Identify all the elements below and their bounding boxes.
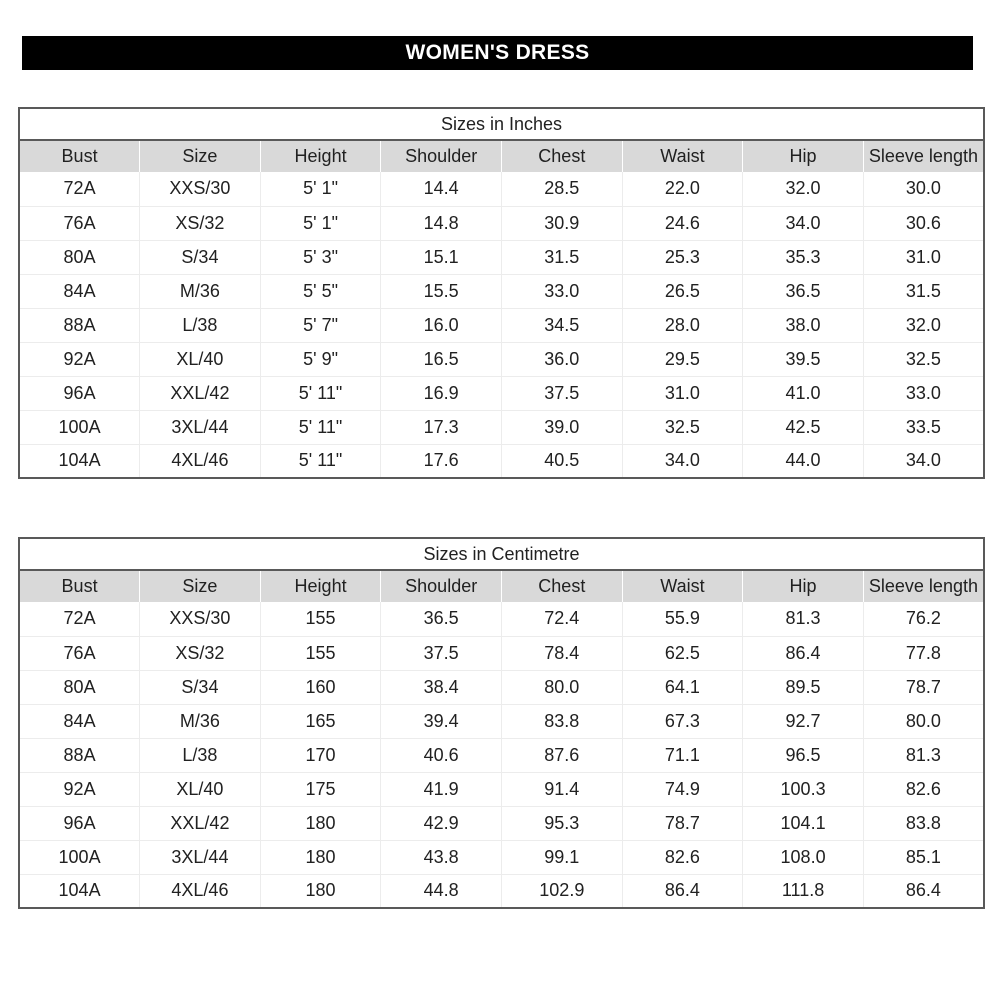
table-cell: 88A (19, 308, 140, 342)
table-cell: S/34 (140, 670, 261, 704)
table-cell: 42.9 (381, 806, 502, 840)
table-cell: 34.0 (622, 444, 743, 478)
table-cell: 39.0 (502, 410, 623, 444)
table-cell: 41.9 (381, 772, 502, 806)
table-cell: 72A (19, 602, 140, 636)
table-cell: 16.9 (381, 376, 502, 410)
table-cell: 37.5 (502, 376, 623, 410)
table-cell: 95.3 (502, 806, 623, 840)
table-cell: 43.8 (381, 840, 502, 874)
table-cell: 32.0 (863, 308, 984, 342)
inches-size-table (18, 107, 985, 479)
table-cell: 36.5 (743, 274, 864, 308)
table-cell: 30.9 (502, 206, 623, 240)
table-cell: 30.0 (863, 172, 984, 206)
table-cell: 86.4 (622, 874, 743, 908)
table-cell: 100A (19, 840, 140, 874)
table-cell: 91.4 (502, 772, 623, 806)
table-cell: XS/32 (140, 636, 261, 670)
title-banner (22, 36, 973, 70)
column-header: Waist (622, 140, 743, 172)
table-cell: 5' 1" (260, 172, 381, 206)
table-cell: 74.9 (622, 772, 743, 806)
table-cell: XS/32 (140, 206, 261, 240)
table-cell: 3XL/44 (140, 840, 261, 874)
table-cell: XXS/30 (140, 172, 261, 206)
table-row (19, 308, 984, 342)
table-cell: 4XL/46 (140, 444, 261, 478)
table-cell: 175 (260, 772, 381, 806)
table-cell: 39.4 (381, 704, 502, 738)
table-cell: 180 (260, 840, 381, 874)
table-cell: 5' 7" (260, 308, 381, 342)
table-cell: 88A (19, 738, 140, 772)
table-cell: 30.6 (863, 206, 984, 240)
table-row (19, 444, 984, 478)
table-cell: 5' 11" (260, 376, 381, 410)
table-row (19, 806, 984, 840)
column-header: Size (140, 570, 261, 602)
table-row (19, 274, 984, 308)
table-cell: 96A (19, 376, 140, 410)
table-cell: 14.4 (381, 172, 502, 206)
column-header: Sleeve length (863, 140, 984, 172)
table-body (19, 602, 984, 908)
table-cell: 170 (260, 738, 381, 772)
table-cell: M/36 (140, 704, 261, 738)
table-cell: 28.0 (622, 308, 743, 342)
table-cell: 62.5 (622, 636, 743, 670)
table-cell: 80.0 (502, 670, 623, 704)
table-cell: 31.5 (502, 240, 623, 274)
table-cell: 77.8 (863, 636, 984, 670)
table-cell: 33.0 (502, 274, 623, 308)
table-cell: 38.4 (381, 670, 502, 704)
table-cell: 81.3 (743, 602, 864, 636)
table-row (19, 602, 984, 636)
table-cell: 96A (19, 806, 140, 840)
table-cell: 78.7 (622, 806, 743, 840)
table-cell: 104A (19, 444, 140, 478)
column-header: Sleeve length (863, 570, 984, 602)
column-header: Hip (743, 140, 864, 172)
table-row (19, 874, 984, 908)
table-cell: XXL/42 (140, 376, 261, 410)
table-cell: 160 (260, 670, 381, 704)
table-cell: 34.5 (502, 308, 623, 342)
table-cell: 3XL/44 (140, 410, 261, 444)
column-header: Bust (19, 570, 140, 602)
table-cell: 111.8 (743, 874, 864, 908)
column-header: Shoulder (381, 140, 502, 172)
table-title-row (19, 108, 984, 140)
table-cell: 5' 11" (260, 410, 381, 444)
table-row (19, 376, 984, 410)
table-cell: 14.8 (381, 206, 502, 240)
table-cell: 67.3 (622, 704, 743, 738)
centimetre-size-table (18, 537, 985, 909)
table-cell: 72A (19, 172, 140, 206)
table-cell: 83.8 (863, 806, 984, 840)
table-cell: 36.5 (381, 602, 502, 636)
table-cell: 82.6 (622, 840, 743, 874)
table-cell: 15.5 (381, 274, 502, 308)
table-cell: 165 (260, 704, 381, 738)
table-cell: 99.1 (502, 840, 623, 874)
table-cell: 5' 3" (260, 240, 381, 274)
table-cell: 22.0 (622, 172, 743, 206)
table-cell: 5' 9" (260, 342, 381, 376)
table-cell: 78.7 (863, 670, 984, 704)
table-cell: 37.5 (381, 636, 502, 670)
table-row (19, 704, 984, 738)
table-cell: M/36 (140, 274, 261, 308)
table-cell: 41.0 (743, 376, 864, 410)
table-cell: 78.4 (502, 636, 623, 670)
column-header: Waist (622, 570, 743, 602)
table-cell: 33.5 (863, 410, 984, 444)
column-header: Height (260, 570, 381, 602)
table-cell: 31.0 (622, 376, 743, 410)
table-cell: 39.5 (743, 342, 864, 376)
table-cell: 76A (19, 206, 140, 240)
table-cell: 36.0 (502, 342, 623, 376)
table-cell: 155 (260, 602, 381, 636)
table-cell: 34.0 (743, 206, 864, 240)
page-title: WOMEN'S DRESS (405, 41, 590, 64)
table-cell: S/34 (140, 240, 261, 274)
table-cell: 92A (19, 772, 140, 806)
table-title-row (19, 538, 984, 570)
table-cell: 24.6 (622, 206, 743, 240)
table-cell: 28.5 (502, 172, 623, 206)
table-cell: 33.0 (863, 376, 984, 410)
table-cell: 15.1 (381, 240, 502, 274)
column-header: Bust (19, 140, 140, 172)
table-cell: 35.3 (743, 240, 864, 274)
table-cell: 100A (19, 410, 140, 444)
table-cell: L/38 (140, 738, 261, 772)
table-cell: 104.1 (743, 806, 864, 840)
table-cell: 100.3 (743, 772, 864, 806)
table-cell: 32.5 (622, 410, 743, 444)
table-cell: 80A (19, 670, 140, 704)
table-cell: 92A (19, 342, 140, 376)
column-header: Height (260, 140, 381, 172)
table-cell: 42.5 (743, 410, 864, 444)
table-cell: L/38 (140, 308, 261, 342)
column-header: Size (140, 140, 261, 172)
table-cell: 72.4 (502, 602, 623, 636)
table-cell: 83.8 (502, 704, 623, 738)
table-row (19, 772, 984, 806)
table-cell: 16.0 (381, 308, 502, 342)
table-cell: 104A (19, 874, 140, 908)
table-cell: 55.9 (622, 602, 743, 636)
table-cell: 80.0 (863, 704, 984, 738)
table-cell: 26.5 (622, 274, 743, 308)
table-cell: 80A (19, 240, 140, 274)
column-header: Chest (502, 140, 623, 172)
table-cell: 32.0 (743, 172, 864, 206)
table-cell: 89.5 (743, 670, 864, 704)
table-cell: 108.0 (743, 840, 864, 874)
table-cell: 44.8 (381, 874, 502, 908)
table-cell: 84A (19, 274, 140, 308)
table-cell: 29.5 (622, 342, 743, 376)
table-cell: 32.5 (863, 342, 984, 376)
table-row (19, 670, 984, 704)
table-cell: 17.3 (381, 410, 502, 444)
table-row (19, 636, 984, 670)
table-cell: 40.6 (381, 738, 502, 772)
table-cell: 92.7 (743, 704, 864, 738)
table-cell: XXS/30 (140, 602, 261, 636)
table-cell: 86.4 (863, 874, 984, 908)
table-cell: 17.6 (381, 444, 502, 478)
column-header: Hip (743, 570, 864, 602)
column-header: Chest (502, 570, 623, 602)
table-row (19, 240, 984, 274)
table-row (19, 738, 984, 772)
table-title: Sizes in Centimetre (19, 538, 984, 570)
table-cell: 40.5 (502, 444, 623, 478)
table-cell: 31.0 (863, 240, 984, 274)
table-cell: XL/40 (140, 772, 261, 806)
table-cell: 5' 1" (260, 206, 381, 240)
column-header: Shoulder (381, 570, 502, 602)
table-cell: 81.3 (863, 738, 984, 772)
table-cell: 102.9 (502, 874, 623, 908)
table-cell: 84A (19, 704, 140, 738)
table-body (19, 172, 984, 478)
table-header-row (19, 140, 984, 172)
table-cell: 4XL/46 (140, 874, 261, 908)
table-cell: 180 (260, 806, 381, 840)
table-cell: 87.6 (502, 738, 623, 772)
table-cell: 76A (19, 636, 140, 670)
table-row (19, 840, 984, 874)
table-row (19, 172, 984, 206)
table-cell: 96.5 (743, 738, 864, 772)
table-cell: 16.5 (381, 342, 502, 376)
table-cell: 155 (260, 636, 381, 670)
table-cell: XXL/42 (140, 806, 261, 840)
table-row (19, 206, 984, 240)
table-cell: 180 (260, 874, 381, 908)
table-cell: 44.0 (743, 444, 864, 478)
table-row (19, 342, 984, 376)
table-cell: 86.4 (743, 636, 864, 670)
table-row (19, 410, 984, 444)
table-cell: 85.1 (863, 840, 984, 874)
table-cell: 82.6 (863, 772, 984, 806)
table-cell: 5' 11" (260, 444, 381, 478)
table-cell: 25.3 (622, 240, 743, 274)
table-cell: 5' 5" (260, 274, 381, 308)
table-cell: 64.1 (622, 670, 743, 704)
table-cell: 76.2 (863, 602, 984, 636)
table-title: Sizes in Inches (19, 108, 984, 140)
table-cell: 34.0 (863, 444, 984, 478)
table-cell: 71.1 (622, 738, 743, 772)
table-cell: XL/40 (140, 342, 261, 376)
table-cell: 31.5 (863, 274, 984, 308)
table-header-row (19, 570, 984, 602)
table-cell: 38.0 (743, 308, 864, 342)
